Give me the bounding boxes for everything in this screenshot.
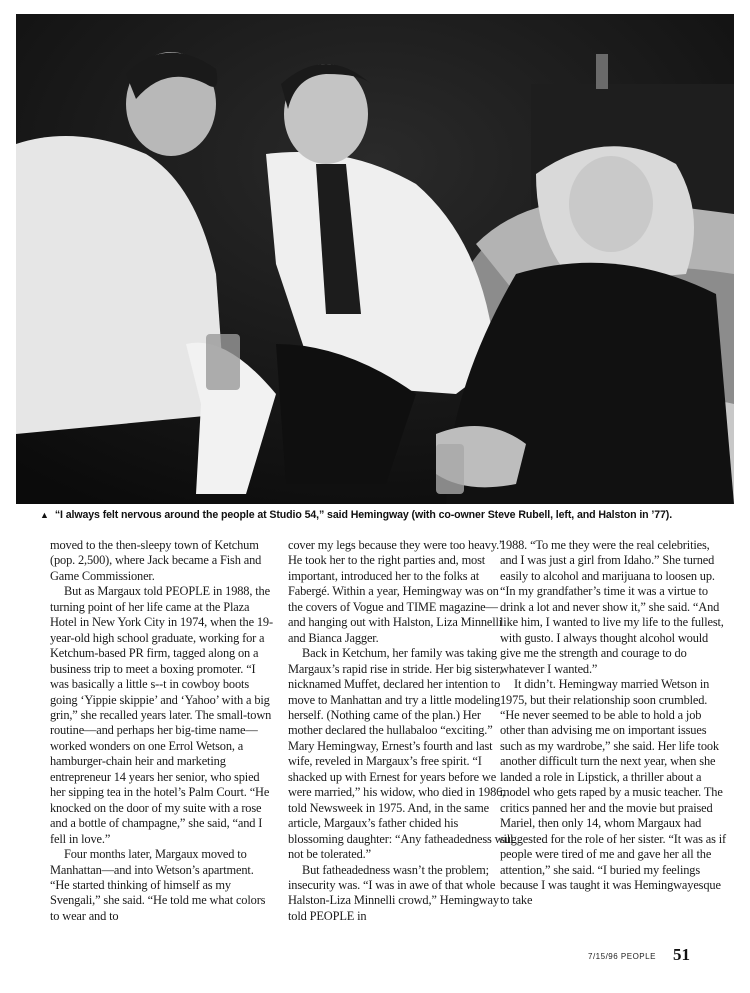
article-column-2 [288, 538, 514, 924]
caption-text: “I always felt nervous around the people at Studio 54,” said Hemingway (with co-owner Steve Rubell, left, and Halston in ’77). [54, 509, 673, 521]
caption-triangle-icon: ▲ [40, 510, 49, 520]
paragraph: It didn’t. Hemingway married Wetson in 1975, but their relationship soon crumbled. “He never seemed to be able to hold a job other than advising me on important issues such as my wardrobe,” she said. Her life took another difficult turn the next year, when she landed a role in Lipstick, a thriller about a model who gets raped by a music teacher. The critics panned her and the movie but praised Mariel, then only 14, whom Margaux had suggested for the role of her sister. “It was as if people were tired of me and gave her all the attention,” she said. “I buried my feelings because I was taught it was Hemingwayesque to take [500, 677, 726, 908]
article-column-1 [50, 538, 276, 924]
paragraph: Back in Ketchum, her family was taking Margaux’s rapid rise in stride. Her big sister, nicknamed Muffet, declared her intention to move to Manhattan and try a little modeling herself. (Nothing came of the plan.) Her mother declared the hullabaloo “exciting.” Mary Hemingway, Ernest’s fourth and last wife, reveled in Margaux’s free spirit. “I shacked up with Ernest for years before we were married,” his widow, who died in 1986, told Newsweek in 1975. And, in the same article, Margaux’s father chided his blossoming daughter: “Any fatheadedness will not be tolerated.” [288, 646, 514, 862]
article-column-3 [500, 538, 726, 909]
paragraph: cover my legs because they were too heavy.” He took her to the right parties and, most important, introduced her to the folks at Fabergé. Within a year, Hemingway was on the covers of Vogue and TIME magazine—and hanging out with Halston, Liza Minnelli and Bianca Jagger. [288, 538, 505, 645]
paragraph: But as Margaux told PEOPLE in 1988, the turning point of her life came at the Plaza Hotel in New York City in 1974, when the 19-year-old high school graduate, working for a Ketchum-based PR firm, tagged along on a business trip to meet a boxing promoter. “I was basically a little s--t in cowboy boots going ‘Yippie skippie’ and ‘Yahoo’ with a big grin,” she recalled years later. The small-town routine—and perhaps her big-time name—worked wonders on one Errol Wetson, a hamburger-chain heir and marketing entrepreneur 14 years her senior, who spied her sipping tea in the hotel’s Palm Court. “He knocked on the door of my suite with a rose and a bottle of champagne,” she said, “and I fell in love.” [50, 584, 273, 846]
paragraph: Four months later, Margaux moved to Manhattan—and into Wetson’s apartment. “He started thinking of himself as my Svengali,” she said. “He told me what colors to wear and to [50, 847, 266, 923]
issue-footer: 7/15/96 PEOPLE [588, 952, 656, 961]
photo-caption [40, 509, 720, 521]
paragraph: But fatheadedness wasn’t the problem; insecurity was. “I was in awe of that whole Halston-Liza Minnelli crowd,” Hemingway told PEOPLE in [288, 862, 499, 923]
paragraph: moved to the then-sleepy town of Ketchum (pop. 2,500), where Jack became a Fish and Game Commissioner. [50, 538, 262, 583]
page-number: 51 [673, 945, 690, 964]
photo-illustration [16, 14, 734, 504]
paragraph: 1988. “To me they were the real celebrities, and I was just a girl from Idaho.” She turned easily to alcohol and marijuana to loosen up. “In my grandfather’s time it was a virtue to drink a lot and never show it,” she said. “And like him, I wanted to live my life to the fullest, with gusto. I always thought alcohol would give me the strength and courage to do whatever I wanted.” [500, 538, 724, 676]
photo [16, 14, 734, 504]
